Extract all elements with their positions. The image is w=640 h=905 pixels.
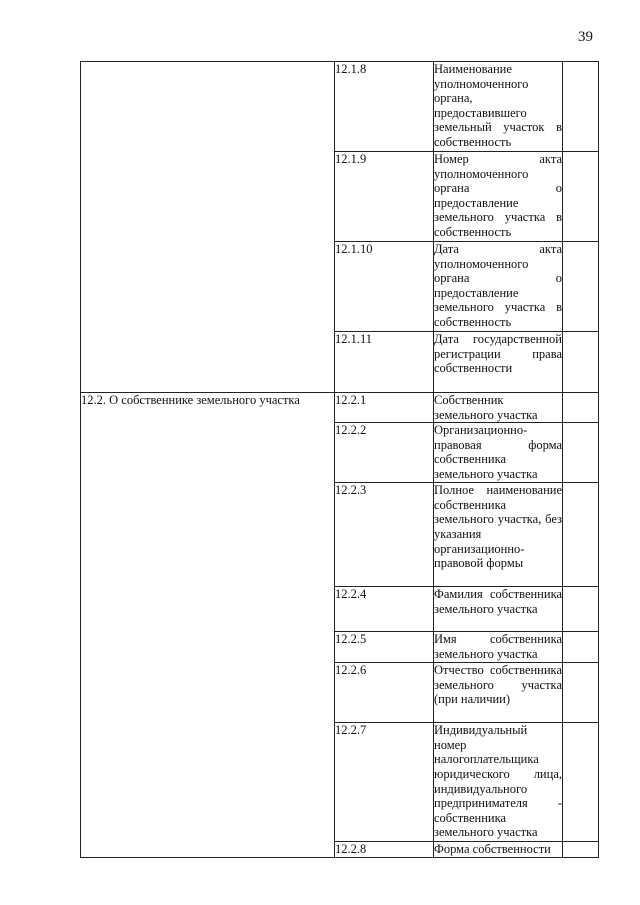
row-description: Имя собственника земельного участка <box>434 632 562 661</box>
row-description: Форма собственности <box>434 842 563 858</box>
value-cell <box>563 632 599 663</box>
value-cell <box>563 587 599 632</box>
value-cell <box>563 723 599 842</box>
row-description: Полное наименование собственника земельного участка, без указания организационно-правовой формы <box>434 483 563 587</box>
row-description: Дата государственной регистрации права собственности <box>434 332 563 393</box>
section-title: 12.2. О собственнике земельного участка <box>81 393 335 858</box>
value-cell <box>563 62 599 152</box>
row-code: 12.2.4 <box>335 587 434 632</box>
value-cell <box>563 152 599 242</box>
value-cell <box>563 423 599 483</box>
value-cell <box>563 242 599 332</box>
row-description: Отчество собственника земельного участка (при наличии) <box>434 663 563 723</box>
value-cell <box>563 663 599 723</box>
row-code: 12.1.11 <box>335 332 434 393</box>
row-description: Наименование уполномоченного органа, предоставившего земельный участок в собственность <box>434 62 563 152</box>
row-code: 12.2.1 <box>335 393 434 423</box>
row-code: 12.1.10 <box>335 242 434 332</box>
value-cell <box>563 332 599 393</box>
table-row <box>81 393 599 423</box>
table-row <box>81 62 599 152</box>
attributes-table <box>80 61 599 858</box>
row-code: 12.2.3 <box>335 483 434 587</box>
row-code: 12.2.5 <box>335 632 434 663</box>
row-code: 12.1.9 <box>335 152 434 242</box>
row-description: Организационно-правовая форма собственника земельного участка <box>434 423 562 481</box>
row-code: 12.2.6 <box>335 663 434 723</box>
value-cell <box>563 483 599 587</box>
section-cell-12-1 <box>81 62 335 393</box>
row-code: 12.1.8 <box>335 62 434 152</box>
row-description: Дата акта уполномоченного органа о предоставление земельного участка в собственность <box>434 242 563 332</box>
row-description: Собственник земельного участка <box>434 393 563 423</box>
row-code: 12.2.8 <box>335 842 434 858</box>
row-description: Номер акта уполномоченного органа о предоставление земельного участка в собственность <box>434 152 563 242</box>
page-number: 39 <box>578 29 593 45</box>
row-code: 12.2.7 <box>335 723 434 842</box>
row-description: Индивидуальный номер налогоплательщика юридического лица, индивидуального предпринимателя - собственника земельного участка <box>434 723 563 842</box>
value-cell <box>563 842 599 858</box>
value-cell <box>563 393 599 423</box>
row-code: 12.2.2 <box>335 423 434 483</box>
row-description: Фамилия собственника земельного участка <box>434 587 563 632</box>
